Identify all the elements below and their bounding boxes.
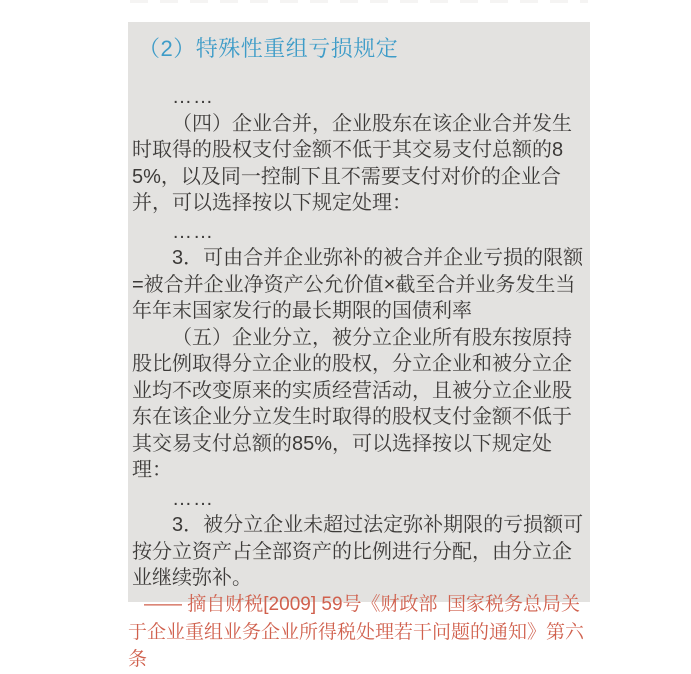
ellipsis-line: …… — [172, 487, 214, 510]
cropped-text-remnant — [130, 0, 588, 3]
body-paragraph-division: （五）企业分立，被分立企业所有股东按原持股比例取得分立企业的股权，分立企业和被分立企业均不改变原来的实质经营活动，且被分立企业股东在该企业分立发生时取得的股权支付金额不低于其交易支付总额的85%，可以选择按以下规定处理： — [132, 326, 572, 481]
content-panel — [128, 22, 590, 602]
ellipsis-line: …… — [172, 86, 214, 108]
ellipsis-line: …… — [172, 220, 214, 243]
body-paragraph-division-loss: 3．被分立企业未超过法定弥补期限的亏损额可按分立资产占全部资产的比例进行分配，由分立企业继续弥补。 — [132, 514, 584, 589]
body-paragraph-merger: （四）企业合并，企业股东在该企业合并发生时取得的股权支付金额不低于其交易支付总额的85%，以及同一控制下且不需要支付对价的企业合并，可以选择按以下规定处理： — [132, 112, 572, 214]
section-heading: （2）特殊性重组亏损规定 — [138, 36, 399, 61]
citation-text: —— 摘自财税[2009] 59号《财政部 国家税务总局关于企业重组业务企业所得税处理若干问题的通知》第六条 — [128, 594, 585, 670]
body-paragraph-merger-loss-formula: 3．可由合并企业弥补的被合并企业亏损的限额=被合并企业净资产公允价值×截至合并业务发生当年年末国家发行的最长期限的国债利率 — [132, 247, 584, 322]
